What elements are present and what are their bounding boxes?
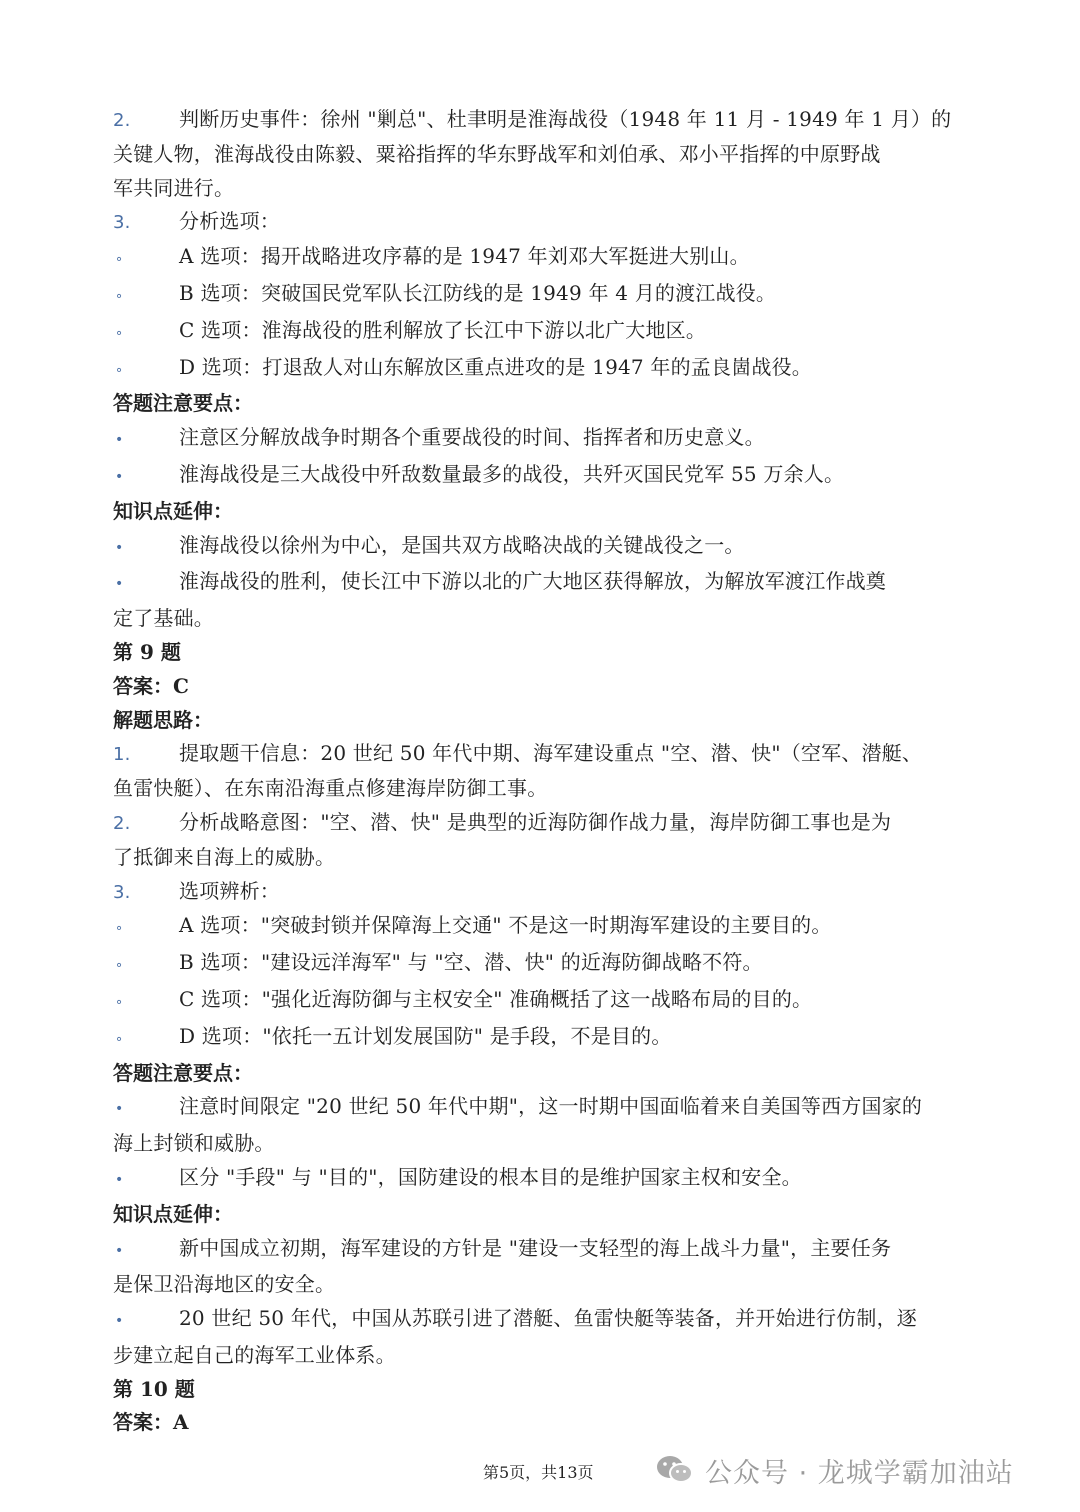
- ring-bullet-icon: ∘: [115, 1031, 124, 1047]
- line-text: C 选项："强化近海防御与主权安全" 准确概括了这一战略布局的目的。: [179, 986, 813, 1011]
- line-text: 分析选项：: [179, 209, 280, 234]
- line-text: A 选项：揭开战略进攻序幕的是 1947 年刘邓大军挺进大别山。: [179, 244, 750, 269]
- dot-bullet-icon: •: [115, 1242, 124, 1259]
- list-number: 3.: [113, 881, 131, 903]
- list-item: [113, 458, 963, 495]
- section-heading: 答案：C: [113, 673, 189, 698]
- dot-bullet-icon: •: [115, 539, 124, 556]
- dot-bullet-icon: •: [115, 432, 124, 449]
- list-item: [113, 1302, 963, 1339]
- list-item: [113, 1090, 963, 1127]
- line-text: 新中国成立初期，海军建设的方针是 "建设一支轻型的海上战斗力量"，主要任务: [179, 1235, 892, 1260]
- dot-bullet-icon: •: [115, 576, 124, 593]
- ring-bullet-icon: ∘: [115, 362, 124, 378]
- list-item: [113, 351, 963, 388]
- text-continuation: [113, 602, 963, 636]
- list-item: [113, 946, 963, 983]
- section-heading: 知识点延伸：: [113, 1201, 233, 1226]
- line-text: 是保卫沿海地区的安全。: [113, 1272, 336, 1297]
- line-text: 选项辨析：: [179, 878, 280, 903]
- dot-bullet-icon: •: [115, 1101, 124, 1118]
- text-continuation: [113, 1268, 963, 1302]
- section-heading: 答题注意要点：: [113, 391, 253, 416]
- list-number: 2.: [113, 812, 131, 834]
- line-text: 注意时间限定 "20 世纪 50 年代中期"，这一时期中国面临着来自美国等西方国家的: [179, 1094, 923, 1119]
- list-item: [113, 103, 963, 138]
- list-item: [113, 909, 963, 946]
- ring-bullet-icon: ∘: [115, 252, 124, 268]
- ring-bullet-icon: ∘: [115, 994, 124, 1010]
- list-item: [113, 529, 963, 566]
- list-item: [113, 875, 963, 910]
- ring-bullet-icon: ∘: [115, 958, 124, 974]
- ring-bullet-icon: ∘: [115, 921, 124, 937]
- line-text: B 选项："建设远洋海军" 与 "空、潜、快" 的近海防御战略不符。: [179, 950, 763, 975]
- line-text: 了抵御来自海上的威胁。: [113, 844, 336, 869]
- dot-bullet-icon: •: [115, 1171, 124, 1188]
- ring-bullet-icon: ∘: [115, 288, 124, 304]
- section-heading: 答案：A: [113, 1410, 189, 1435]
- line-text: D 选项："依托一五计划发展国防" 是手段，不是目的。: [179, 1023, 672, 1048]
- document-body: [113, 103, 963, 1440]
- list-item: [113, 983, 963, 1020]
- line-text: 关键人物，淮海战役由陈毅、粟裕指挥的华东野战军和刘伯承、邓小平指挥的中原野战: [113, 141, 881, 166]
- dot-bullet-icon: •: [115, 1313, 124, 1330]
- line-text: 提取题干信息：20 世纪 50 年代中期、海军建设重点 "空、潜、快"（空军、潜艇、: [179, 741, 923, 766]
- list-number: 1.: [113, 744, 131, 766]
- line-text: 海上封锁和威胁。: [113, 1131, 275, 1156]
- list-number: 3.: [113, 212, 131, 234]
- text-continuation: [113, 1339, 963, 1373]
- section-heading: 知识点延伸：: [113, 498, 233, 523]
- text-continuation: [113, 1127, 963, 1161]
- line-text: 淮海战役以徐州为中心，是国共双方战略决战的关键战役之一。: [179, 532, 745, 557]
- text-continuation: [113, 772, 963, 806]
- section-heading: 第 10 题: [113, 1376, 195, 1401]
- line-text: 军共同进行。: [113, 175, 235, 200]
- list-item: [113, 240, 963, 277]
- line-text: D 选项：打退敌人对山东解放区重点进攻的是 1947 年的孟良崮战役。: [179, 354, 813, 379]
- text-continuation: [113, 841, 963, 875]
- list-item: [113, 205, 963, 240]
- line-text: 淮海战役的胜利，使长江中下游以北的广大地区获得解放，为解放军渡江作战奠: [179, 569, 886, 594]
- list-item: [113, 421, 963, 458]
- watermark: [655, 1448, 1014, 1492]
- wechat-icon: [655, 1453, 695, 1487]
- list-item: [113, 314, 963, 351]
- list-item: [113, 806, 963, 841]
- list-item: [113, 1161, 963, 1198]
- line-text: 鱼雷快艇）、在东南沿海重点修建海岸防御工事。: [113, 776, 548, 801]
- text-continuation: [113, 138, 963, 172]
- list-number: 2.: [113, 110, 131, 131]
- list-item: [113, 565, 963, 602]
- line-text: B 选项：突破国民党军队长江防线的是 1949 年 4 月的渡江战役。: [179, 280, 777, 305]
- line-text: A 选项："突破封锁并保障海上交通" 不是这一时期海军建设的主要目的。: [179, 913, 832, 938]
- list-item: [113, 1020, 963, 1057]
- dot-bullet-icon: •: [115, 468, 124, 485]
- line-text: 定了基础。: [113, 606, 214, 631]
- section-heading: 答题注意要点：: [113, 1060, 253, 1085]
- list-item: [113, 277, 963, 314]
- line-text: C 选项：淮海战役的胜利解放了长江中下游以北广大地区。: [179, 317, 707, 342]
- page-number: 第5页，共13页: [483, 1463, 594, 1482]
- line-text: 步建立起自己的海军工业体系。: [113, 1342, 396, 1367]
- list-item: [113, 737, 963, 772]
- line-text: 区分 "手段" 与 "目的"，国防建设的根本目的是维护国家主权和安全。: [179, 1164, 802, 1189]
- text-continuation: [113, 172, 963, 206]
- line-text: 淮海战役是三大战役中歼敌数量最多的战役，共歼灭国民党军 55 万余人。: [179, 461, 845, 486]
- line-text: 注意区分解放战争时期各个重要战役的时间、指挥者和历史意义。: [179, 425, 765, 450]
- list-item: [113, 1232, 963, 1269]
- section-heading: 第 9 题: [113, 639, 181, 664]
- line-text: 20 世纪 50 年代，中国从苏联引进了潜艇、鱼雷快艇等装备，并开始进行仿制，逐: [179, 1306, 917, 1331]
- watermark-text: 公众号 · 龙城学霸加油站: [705, 1457, 1014, 1489]
- line-text: 判断历史事件：徐州 "剿总"、杜聿明是淮海战役（1948 年 11 月 - 1949 年 1 月）的: [179, 107, 952, 131]
- line-text: 分析战略意图："空、潜、快" 是典型的近海防御作战力量，海岸防御工事也是为: [179, 809, 892, 834]
- section-heading: 解题思路：: [113, 707, 213, 732]
- ring-bullet-icon: ∘: [115, 325, 124, 341]
